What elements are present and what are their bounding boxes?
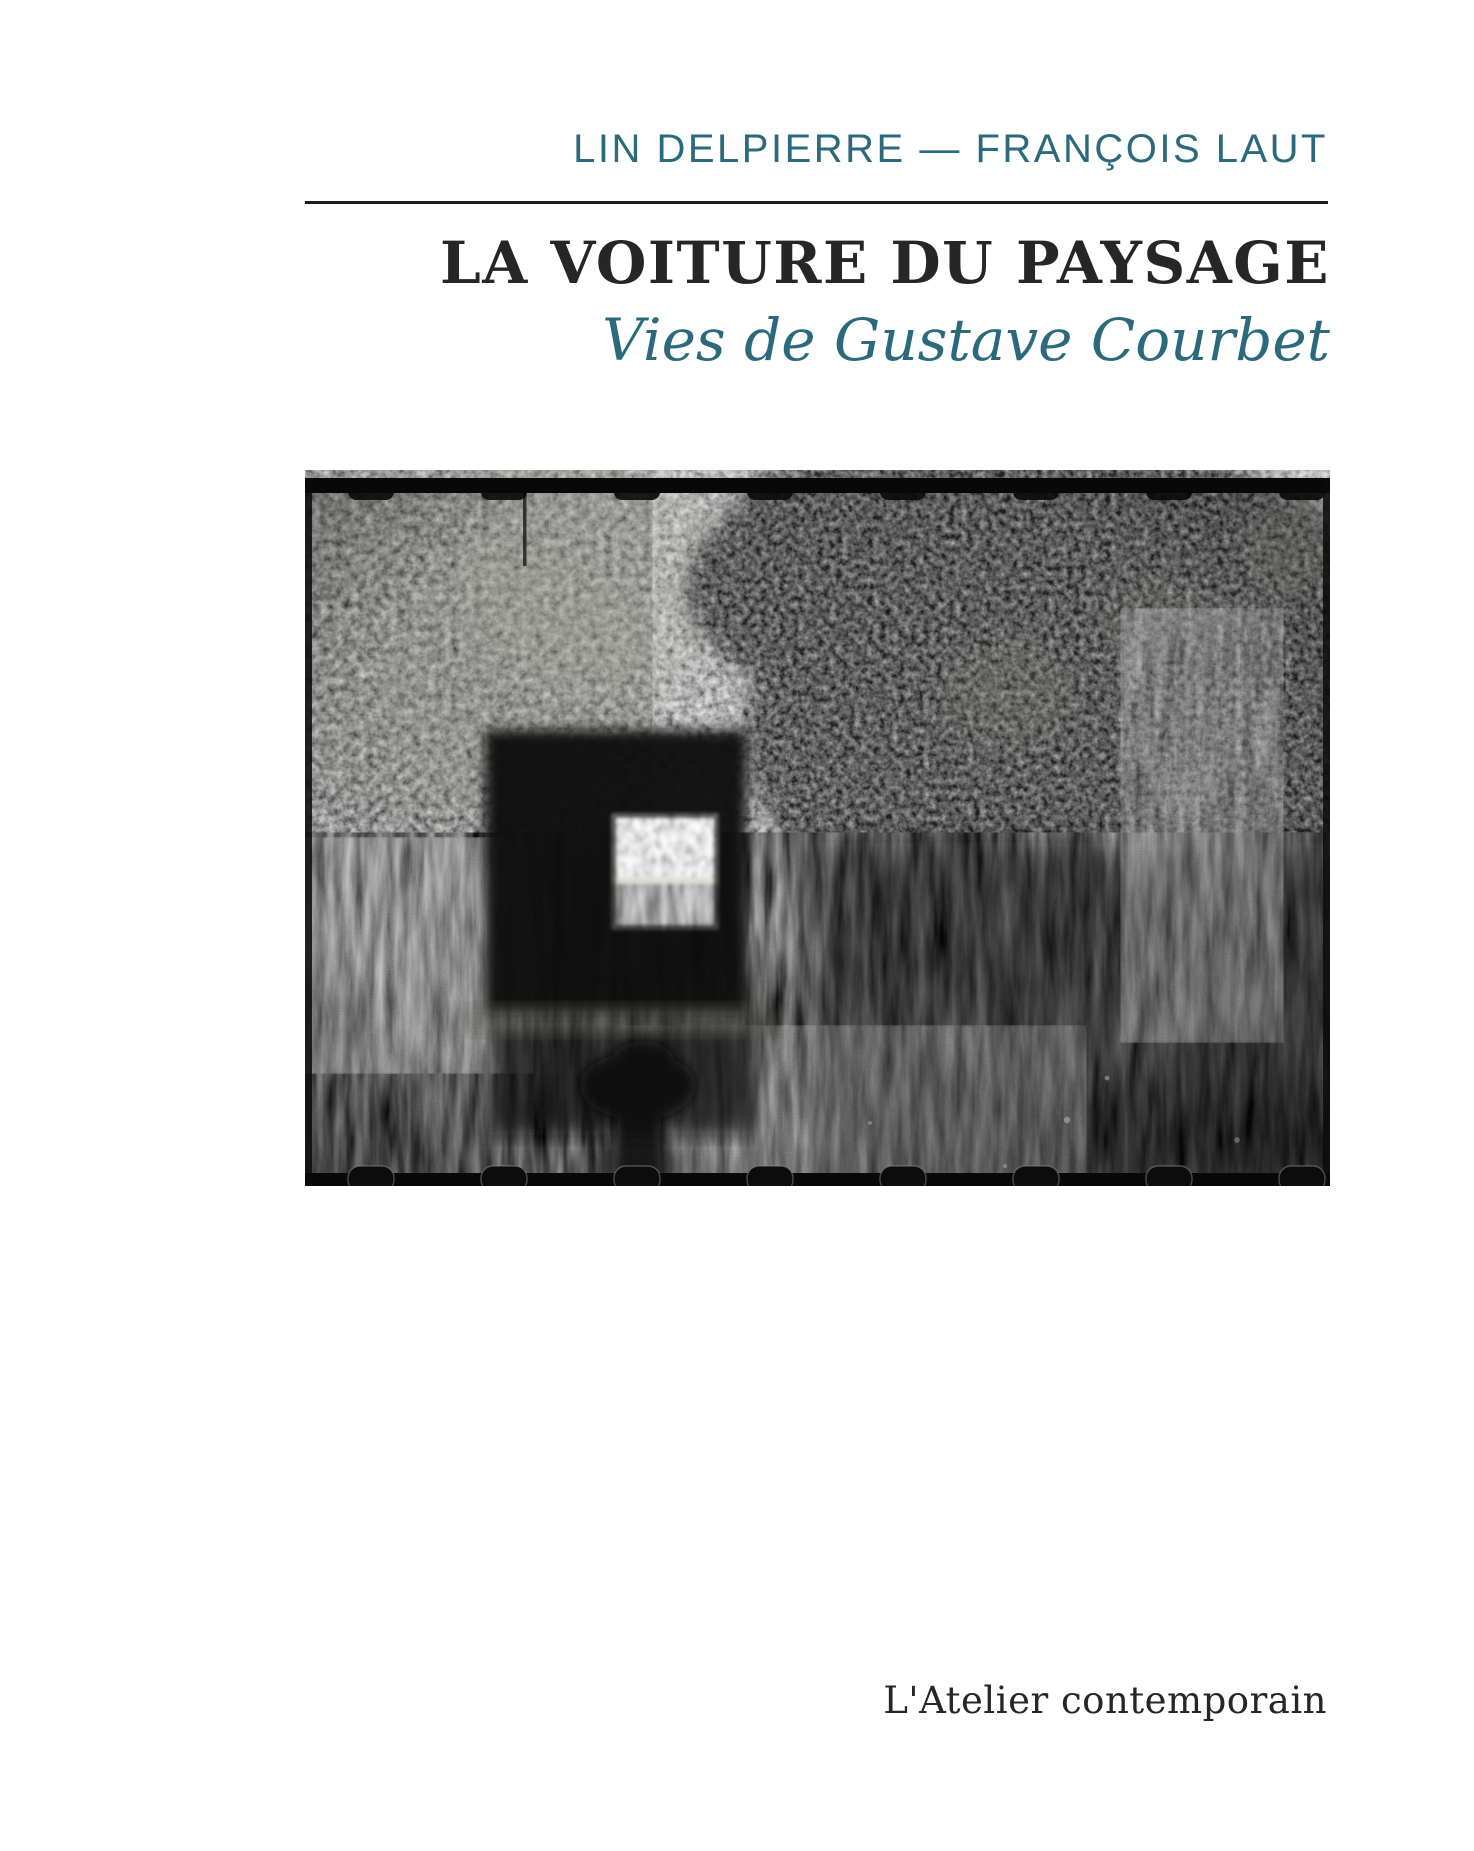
cover-photo	[305, 470, 1330, 1186]
book-subtitle: Vies de Gustave Courbet	[602, 306, 1330, 374]
publisher-imprint: L'Atelier contemporain	[883, 1679, 1327, 1722]
title-divider	[305, 201, 1328, 204]
book-title: LA VOITURE DU PAYSAGE	[439, 229, 1330, 297]
author-line: LIN DELPIERRE — FRANÇOIS LAUT	[573, 127, 1328, 171]
